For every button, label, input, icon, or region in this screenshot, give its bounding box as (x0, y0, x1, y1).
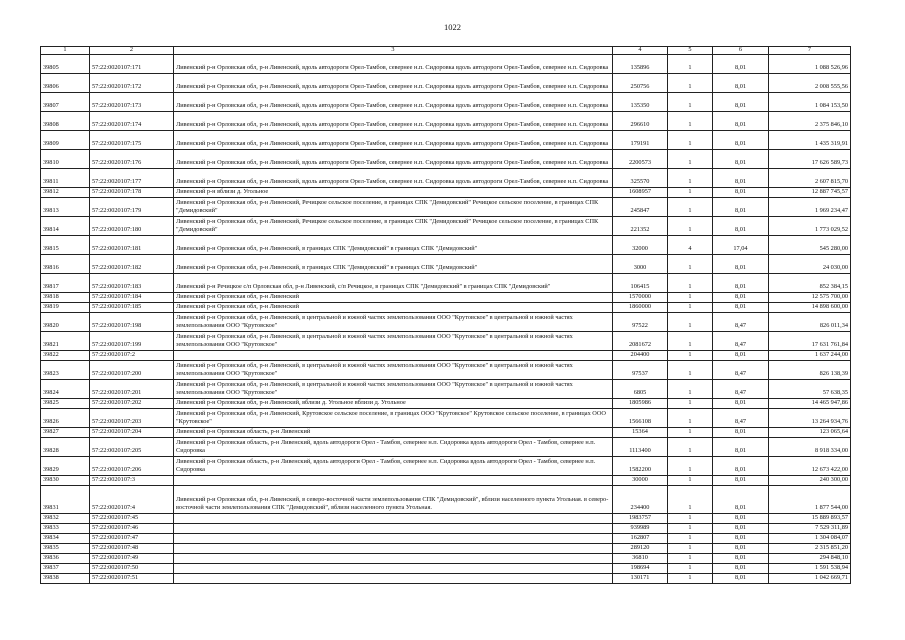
rate-value: 8,01 (713, 438, 769, 457)
rate-value: 8,01 (713, 217, 769, 236)
cadastral-number: 57:22:0020107:174 (90, 112, 174, 131)
cadastral-value: 545 280,00 (769, 236, 851, 255)
rate-value: 8,01 (713, 564, 769, 574)
land-area: 106415 (613, 274, 668, 293)
column-header: 4 (613, 47, 668, 55)
cadastral-value: 1 042 669,71 (769, 574, 851, 584)
land-area: 1113400 (613, 438, 668, 457)
cadastral-number: 57:22:0020107:177 (90, 169, 174, 188)
rate-value: 8,01 (713, 476, 769, 486)
share-count: 1 (668, 524, 713, 534)
share-count: 1 (668, 112, 713, 131)
cadastral-value: 57 638,35 (769, 380, 851, 399)
table-row (41, 332, 851, 351)
row-number: 39833 (41, 524, 90, 534)
cadastral-number: 57:22:0020107:199 (90, 332, 174, 351)
location-description: Ливенский р-н Орловская обл, р-н Ливенский (174, 293, 613, 303)
rate-value: 8,01 (713, 486, 769, 514)
cadastral-number: 57:22:0020107:171 (90, 55, 174, 74)
table-row (41, 74, 851, 93)
rate-value: 8,01 (713, 293, 769, 303)
cadastral-number: 57:22:0020107:198 (90, 313, 174, 332)
location-description (174, 574, 613, 584)
share-count: 1 (668, 150, 713, 169)
row-number: 39826 (41, 409, 90, 428)
column-header: 2 (90, 47, 174, 55)
land-area: 97522 (613, 313, 668, 332)
land-registry-table (40, 46, 851, 584)
cadastral-number: 57:22:0020107:202 (90, 399, 174, 409)
rate-value: 8,01 (713, 198, 769, 217)
column-header: 6 (713, 47, 769, 55)
row-number: 39808 (41, 112, 90, 131)
row-number: 39836 (41, 554, 90, 564)
share-count: 1 (668, 74, 713, 93)
location-description (174, 524, 613, 534)
location-description: Ливенский р-н Орловская обл, р-н Ливенский, вдоль автодороги Орел-Тамбов, севернее н.п. Сидоровка вдоль автодороги Орел-Тамбов, севернее н.п. Сидоровка (174, 169, 613, 188)
cadastral-number: 57:22:0020107:182 (90, 255, 174, 274)
location-description (174, 476, 613, 486)
location-description: Ливенский р-н Орловская обл, р-н Ливенский, в центральной и южной частях землепользования ООО "Крутовское" в центральной и южной частях землепользования ООО "Крутовское" (174, 332, 613, 351)
row-number: 39809 (41, 131, 90, 150)
land-area: 32000 (613, 236, 668, 255)
cadastral-value: 12 575 700,00 (769, 293, 851, 303)
column-header: 1 (41, 47, 90, 55)
rate-value: 8,47 (713, 409, 769, 428)
cadastral-number: 57:22:0020107:179 (90, 198, 174, 217)
location-description (174, 544, 613, 554)
share-count: 1 (668, 55, 713, 74)
share-count: 1 (668, 313, 713, 332)
location-description: Ливенский р-н вблизи д. Угольное (174, 188, 613, 198)
table-row (41, 351, 851, 361)
cadastral-number: 57:22:0020107:201 (90, 380, 174, 399)
land-area: 289120 (613, 544, 668, 554)
location-description: Ливенский р-н Орловская обл, р-н Ливенский, Речицкое сельское поселение, в границах СПК "Демидовский" Речицкое сельское поселение, в границах СПК "Демидовский" (174, 198, 613, 217)
share-count: 1 (668, 399, 713, 409)
location-description: Ливенский р-н Орловская область, р-н Ливенский (174, 428, 613, 438)
row-number: 39811 (41, 169, 90, 188)
location-description: Ливенский р-н Орловская обл, р-н Ливенский, вдоль автодороги Орел-Тамбов, севернее н.п. Сидоровка вдоль автодороги Орел-Тамбов, севернее н.п. Сидоровка (174, 131, 613, 150)
land-area: 6805 (613, 380, 668, 399)
table-row (41, 457, 851, 476)
table-row (41, 313, 851, 332)
rate-value: 8,01 (713, 544, 769, 554)
share-count: 1 (668, 255, 713, 274)
cadastral-number: 57:22:0020107:172 (90, 74, 174, 93)
share-count: 1 (668, 514, 713, 524)
land-area: 179191 (613, 131, 668, 150)
row-number: 39812 (41, 188, 90, 198)
rate-value: 8,01 (713, 351, 769, 361)
cadastral-value: 7 529 311,89 (769, 524, 851, 534)
cadastral-number: 57:22:0020107:3 (90, 476, 174, 486)
cadastral-number: 57:22:0020107:50 (90, 564, 174, 574)
cadastral-value: 1 591 538,94 (769, 564, 851, 574)
row-number: 39838 (41, 574, 90, 584)
location-description: Ливенский р-н Орловская обл, р-н Ливенский, вдоль автодороги Орел-Тамбов, севернее н.п. Сидоровка вдоль автодороги Орел-Тамбов, севернее н.п. Сидоровка (174, 93, 613, 112)
land-area: 1805986 (613, 399, 668, 409)
rate-value: 8,01 (713, 514, 769, 524)
land-area: 250756 (613, 74, 668, 93)
cadastral-value: 1 088 526,96 (769, 55, 851, 74)
cadastral-value: 14 898 600,00 (769, 303, 851, 313)
cadastral-number: 57:22:0020107:175 (90, 131, 174, 150)
cadastral-value: 826 011,34 (769, 313, 851, 332)
land-area: 1608957 (613, 188, 668, 198)
location-description: Ливенский р-н Орловская обл, р-н Ливенский, вдоль автодороги Орел-Тамбов, севернее н.п. Сидоровка вдоль автодороги Орел-Тамбов, севернее н.п. Сидоровка (174, 74, 613, 93)
rate-value: 8,01 (713, 534, 769, 544)
land-area: 1570000 (613, 293, 668, 303)
cadastral-value: 17 626 589,73 (769, 150, 851, 169)
cadastral-number: 57:22:0020107:49 (90, 554, 174, 564)
table-row (41, 574, 851, 584)
land-area: 325570 (613, 169, 668, 188)
cadastral-value: 1 773 029,52 (769, 217, 851, 236)
share-count: 1 (668, 93, 713, 112)
table-row (41, 486, 851, 514)
cadastral-number: 57:22:0020107:45 (90, 514, 174, 524)
rate-value: 8,01 (713, 150, 769, 169)
land-area: 2081672 (613, 332, 668, 351)
table-row (41, 112, 851, 131)
cadastral-value: 826 138,39 (769, 361, 851, 380)
row-number: 39828 (41, 438, 90, 457)
land-area: 1860000 (613, 303, 668, 313)
cadastral-number: 57:22:0020107:200 (90, 361, 174, 380)
rate-value: 8,47 (713, 332, 769, 351)
table-row (41, 534, 851, 544)
table-row (41, 554, 851, 564)
rate-value: 8,01 (713, 93, 769, 112)
row-number: 39806 (41, 74, 90, 93)
cadastral-number: 57:22:0020107:206 (90, 457, 174, 476)
location-description (174, 351, 613, 361)
cadastral-value: 1 304 084,07 (769, 534, 851, 544)
share-count: 1 (668, 188, 713, 198)
location-description: Ливенский р-н Орловская область, р-н Ливенский, вдоль автодороги Орел - Тамбов, севернее н.п. Сидоровка вдоль автодороги Орел - Тамбов, севернее н.п. Сидоровка (174, 438, 613, 457)
cadastral-value: 8 918 334,00 (769, 438, 851, 457)
share-count: 1 (668, 217, 713, 236)
cadastral-number: 57:22:0020107:173 (90, 93, 174, 112)
share-count: 1 (668, 169, 713, 188)
cadastral-value: 1 084 153,50 (769, 93, 851, 112)
row-number: 39816 (41, 255, 90, 274)
cadastral-value: 294 848,10 (769, 554, 851, 564)
cadastral-number: 57:22:0020107:205 (90, 438, 174, 457)
share-count: 1 (668, 554, 713, 564)
cadastral-value: 1 969 234,47 (769, 198, 851, 217)
row-number: 39820 (41, 313, 90, 332)
table-row (41, 514, 851, 524)
land-area: 162807 (613, 534, 668, 544)
table-row (41, 409, 851, 428)
row-number: 39829 (41, 457, 90, 476)
cadastral-value: 17 631 761,84 (769, 332, 851, 351)
cadastral-value: 13 264 934,76 (769, 409, 851, 428)
column-header: 5 (668, 47, 713, 55)
land-area: 939989 (613, 524, 668, 534)
land-area: 97537 (613, 361, 668, 380)
share-count: 1 (668, 409, 713, 428)
table-row (41, 361, 851, 380)
rate-value: 8,01 (713, 131, 769, 150)
land-area: 2200573 (613, 150, 668, 169)
table-row (41, 399, 851, 409)
table-row (41, 293, 851, 303)
cadastral-value: 852 384,15 (769, 274, 851, 293)
row-number: 39825 (41, 399, 90, 409)
table-row (41, 380, 851, 399)
share-count: 1 (668, 303, 713, 313)
row-number: 39815 (41, 236, 90, 255)
location-description (174, 554, 613, 564)
land-area: 1566108 (613, 409, 668, 428)
cadastral-number: 57:22:0020107:185 (90, 303, 174, 313)
row-number: 39819 (41, 303, 90, 313)
location-description (174, 564, 613, 574)
header-row (41, 47, 851, 55)
table-row (41, 524, 851, 534)
row-number: 39818 (41, 293, 90, 303)
share-count: 4 (668, 236, 713, 255)
share-count: 1 (668, 351, 713, 361)
location-description: Ливенский р-н Орловская обл, р-н Ливенский, в границах СПК "Демидовский" в границах СПК "Демидовский" (174, 236, 613, 255)
row-number: 39835 (41, 544, 90, 554)
rate-value: 8,01 (713, 428, 769, 438)
cadastral-value: 123 065,64 (769, 428, 851, 438)
rate-value: 8,01 (713, 574, 769, 584)
table-row (41, 131, 851, 150)
row-number: 39823 (41, 361, 90, 380)
cadastral-number: 57:22:0020107:4 (90, 486, 174, 514)
rate-value: 8,01 (713, 524, 769, 534)
cadastral-value: 24 030,00 (769, 255, 851, 274)
row-number: 39834 (41, 534, 90, 544)
share-count: 1 (668, 361, 713, 380)
table-row (41, 198, 851, 217)
rate-value: 8,01 (713, 188, 769, 198)
cadastral-number: 57:22:0020107:184 (90, 293, 174, 303)
share-count: 1 (668, 131, 713, 150)
cadastral-value: 2 607 815,70 (769, 169, 851, 188)
land-area: 135896 (613, 55, 668, 74)
land-area: 36810 (613, 554, 668, 564)
row-number: 39831 (41, 486, 90, 514)
location-description: Ливенский р-н Орловская обл, р-н Ливенский, в центральной и южной частях землепользования ООО "Крутовское" в центральной и южной частях землепользования ООО "Крутовское" (174, 313, 613, 332)
share-count: 1 (668, 274, 713, 293)
table-row (41, 274, 851, 293)
share-count: 1 (668, 544, 713, 554)
row-number: 39837 (41, 564, 90, 574)
cadastral-number: 57:22:0020107:176 (90, 150, 174, 169)
location-description (174, 534, 613, 544)
land-area: 15364 (613, 428, 668, 438)
rate-value: 17,04 (713, 236, 769, 255)
table-row (41, 303, 851, 313)
row-number: 39830 (41, 476, 90, 486)
rate-value: 8,01 (713, 399, 769, 409)
rate-value: 8,01 (713, 457, 769, 476)
land-area: 130171 (613, 574, 668, 584)
land-area: 296610 (613, 112, 668, 131)
table-body (41, 55, 851, 584)
row-number: 39822 (41, 351, 90, 361)
rate-value: 8,47 (713, 361, 769, 380)
table-row (41, 438, 851, 457)
land-area: 245847 (613, 198, 668, 217)
column-header: 7 (769, 47, 851, 55)
table-row (41, 236, 851, 255)
rate-value: 8,01 (713, 255, 769, 274)
table-row (41, 169, 851, 188)
rate-value: 8,01 (713, 554, 769, 564)
share-count: 1 (668, 198, 713, 217)
land-area: 135350 (613, 93, 668, 112)
rate-value: 8,01 (713, 169, 769, 188)
cadastral-number: 57:22:0020107:46 (90, 524, 174, 534)
row-number: 39827 (41, 428, 90, 438)
share-count: 1 (668, 534, 713, 544)
land-area: 204400 (613, 351, 668, 361)
row-number: 39814 (41, 217, 90, 236)
cadastral-number: 57:22:0020107:181 (90, 236, 174, 255)
row-number: 39807 (41, 93, 90, 112)
cadastral-number: 57:22:0020107:203 (90, 409, 174, 428)
land-area: 3000 (613, 255, 668, 274)
table-row (41, 544, 851, 554)
cadastral-value: 14 465 947,86 (769, 399, 851, 409)
table-row (41, 428, 851, 438)
rate-value: 8,47 (713, 380, 769, 399)
share-count: 1 (668, 380, 713, 399)
land-area: 234400 (613, 486, 668, 514)
row-number: 39817 (41, 274, 90, 293)
land-area: 1983757 (613, 514, 668, 524)
location-description: Ливенский р-н Орловская область, р-н Ливенский, вдоль автодороги Орел - Тамбов, севернее н.п. Сидоровка вдоль автодороги Орел - Тамбов, севернее н.п. Сидоровка (174, 457, 613, 476)
share-count: 1 (668, 457, 713, 476)
share-count: 1 (668, 428, 713, 438)
location-description: Ливенский р-н Орловская обл, р-н Ливенский, в центральной и южной частях землепользования ООО "Крутовское" в центральной и южной частях землепользования ООО "Крутовское" (174, 361, 613, 380)
table-row (41, 93, 851, 112)
cadastral-value: 2 315 851,20 (769, 544, 851, 554)
cadastral-value: 2 375 846,10 (769, 112, 851, 131)
location-description: Ливенский р-н Орловская обл, р-н Ливенский, в границах СПК "Демидовский" в границах СПК "Демидовский" (174, 255, 613, 274)
land-area: 30000 (613, 476, 668, 486)
page-number: 1022 (444, 22, 461, 32)
share-count: 1 (668, 574, 713, 584)
cadastral-number: 57:22:0020107:2 (90, 351, 174, 361)
row-number: 39821 (41, 332, 90, 351)
rate-value: 8,01 (713, 55, 769, 74)
share-count: 1 (668, 564, 713, 574)
share-count: 1 (668, 293, 713, 303)
location-description: Ливенский р-н Орловская обл, р-н Ливенский, Речицкое сельское поселение, в границах СПК "Демидовский" Речицкое сельское поселение, в границах СПК "Демидовский" (174, 217, 613, 236)
location-description: Ливенский р-н Орловская обл, р-н Ливенский, вдоль автодороги Орел-Тамбов, севернее н.п. Сидоровка вдоль автодороги Орел-Тамбов, севернее н.п. Сидоровка (174, 55, 613, 74)
table-row (41, 150, 851, 169)
cadastral-value: 1 877 544,00 (769, 486, 851, 514)
row-number: 39824 (41, 380, 90, 399)
cadastral-value: 15 889 893,57 (769, 514, 851, 524)
cadastral-value: 12 673 422,00 (769, 457, 851, 476)
share-count: 1 (668, 486, 713, 514)
rate-value: 8,01 (713, 74, 769, 93)
cadastral-value: 1 435 319,91 (769, 131, 851, 150)
row-number: 39832 (41, 514, 90, 524)
location-description: Ливенский р-н Орловская обл, р-н Ливенский, вдоль автодороги Орел-Тамбов, севернее н.п. Сидоровка вдоль автодороги Орел-Тамбов, севернее н.п. Сидоровка (174, 150, 613, 169)
table-row (41, 217, 851, 236)
location-description: Ливенский р-н Орловская обл, р-н Ливенский, в центральной и южной частях землепользования ООО "Крутовское" в центральной и южной частях землепользования ООО "Крутовское" (174, 380, 613, 399)
location-description: Ливенский р-н Орловская обл, р-н Ливенский, в северо-восточной части землепользования СПК "Демидовский", вблизи населенного пункта Угольная. в северо-восточной части землепользования СПК "Демидовский", вблизи населенного пункта Угольная. (174, 486, 613, 514)
location-description: Ливенский р-н Орловская обл, р-н Ливенский, Крутовское сельское поселение, в границах ООО "Крутовское" Крутовское сельское поселение, в границах ООО "Крутовское" (174, 409, 613, 428)
rate-value: 8,01 (713, 303, 769, 313)
cadastral-value: 240 300,00 (769, 476, 851, 486)
row-number: 39813 (41, 198, 90, 217)
location-description: Ливенский р-н Орловская обл, р-н Ливенский, вдоль автодороги Орел-Тамбов, севернее н.п. Сидоровка вдоль автодороги Орел-Тамбов, севернее н.п. Сидоровка (174, 112, 613, 131)
row-number: 39810 (41, 150, 90, 169)
cadastral-number: 57:22:0020107:48 (90, 544, 174, 554)
location-description (174, 514, 613, 524)
location-description: Ливенский р-н Орловская обл, р-н Ливенский, вблизи д. Угольное вблизи д. Угольное (174, 399, 613, 409)
cadastral-number: 57:22:0020107:47 (90, 534, 174, 544)
share-count: 1 (668, 476, 713, 486)
table-row (41, 564, 851, 574)
rate-value: 8,01 (713, 274, 769, 293)
land-area: 198694 (613, 564, 668, 574)
table-row (41, 476, 851, 486)
share-count: 1 (668, 438, 713, 457)
land-area: 221352 (613, 217, 668, 236)
cadastral-number: 57:22:0020107:183 (90, 274, 174, 293)
cadastral-value: 1 637 244,00 (769, 351, 851, 361)
cadastral-number: 57:22:0020107:204 (90, 428, 174, 438)
table-row (41, 55, 851, 74)
share-count: 1 (668, 332, 713, 351)
cadastral-value: 12 887 745,57 (769, 188, 851, 198)
cadastral-number: 57:22:0020107:180 (90, 217, 174, 236)
cadastral-number: 57:22:0020107:178 (90, 188, 174, 198)
cadastral-number: 57:22:0020107:51 (90, 574, 174, 584)
location-description: Ливенский р-н Орловская обл, р-н Ливенский (174, 303, 613, 313)
row-number: 39805 (41, 55, 90, 74)
location-description: Ливенский р-н Речицкое с/п Орловская обл, р-н Ливенский, с/п Речицкое, в границах СПК "Демидовский" в границах СПК "Демидовский" (174, 274, 613, 293)
rate-value: 8,01 (713, 112, 769, 131)
table-row (41, 188, 851, 198)
column-header: 3 (174, 47, 613, 55)
table-row (41, 255, 851, 274)
rate-value: 8,47 (713, 313, 769, 332)
land-area: 1582200 (613, 457, 668, 476)
cadastral-value: 2 008 555,56 (769, 74, 851, 93)
